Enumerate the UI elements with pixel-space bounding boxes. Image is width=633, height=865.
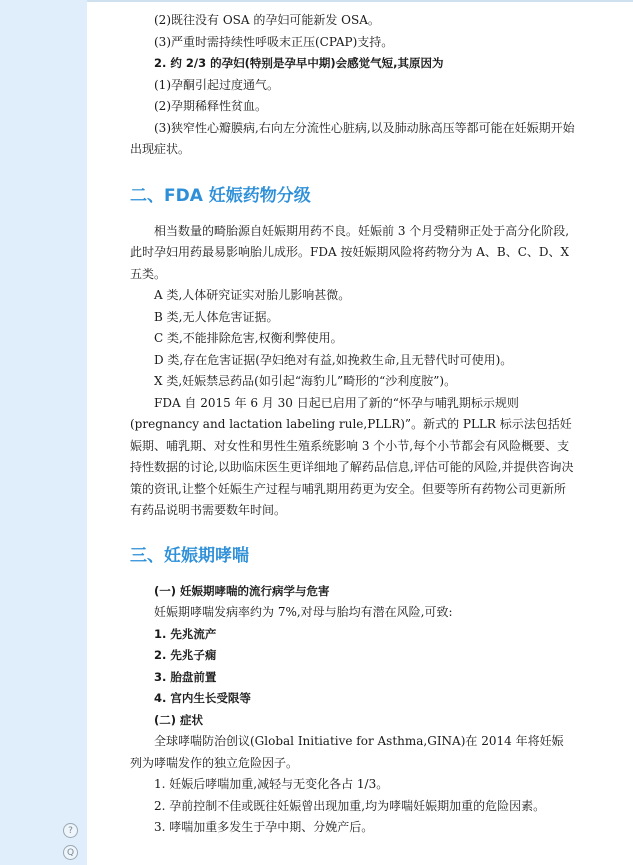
subheading: (二) 症状 xyxy=(154,712,204,727)
list-item: 1. 妊娠后哮喘加重,减轻与无变化各占 1/3。 xyxy=(154,777,389,791)
class-d: D 类,存在危害证据(孕妇绝对有益,如挽救生命,且无替代时可使用)。 xyxy=(154,352,513,367)
list-item: 4. 宫内生长受限等 xyxy=(154,691,251,705)
list-item: 2. 先兆子痫 xyxy=(154,648,217,662)
text-line-bold: 2. 约 2/3 的孕妇(特别是孕早中期)会感觉气短,其原因为 xyxy=(154,56,444,70)
list-item: 2. 孕前控制不佳或既往妊娠曾出现加重,均为哮喘妊娠期加重的危险因素。 xyxy=(154,798,546,813)
text-line: (1)孕酮引起过度通气。 xyxy=(154,77,279,92)
class-b: B 类,无人体危害证据。 xyxy=(154,309,279,324)
text-line: (2)既往没有 OSA 的孕妇可能新发 OSA。 xyxy=(154,13,380,27)
top-divider xyxy=(87,0,633,2)
zoom-icon[interactable] xyxy=(63,845,78,860)
help-icon[interactable] xyxy=(63,823,78,838)
paragraph: 妊娠期哮喘发病率约为 7%,对母与胎均有潜在风险,可致: xyxy=(154,605,453,619)
class-x: X 类,妊娠禁忌药品(如引起“海豹儿”畸形的“沙利度胺”)。 xyxy=(154,374,457,388)
paragraph: 全球哮喘防治创议(Global Initiative for Asthma,GINA)在 2014 年将妊娠列为哮喘发作的独立危险因子。 xyxy=(130,734,564,770)
paragraph: 相当数量的畸胎源自妊娠期用药不良。妊娠前 3 个月受精卵正处于高分化阶段,此时孕妇用药最易影响胎儿成形。FDA 按妊娠期风险将药物分为 A、B、C、D、X 五类。 xyxy=(130,223,570,281)
zoom-glyph: Q xyxy=(66,847,75,858)
list-item: 3. 哮喘加重多发生于孕中期、分娩产后。 xyxy=(154,820,374,834)
section-heading-asthma: 三、妊娠期哮喘 xyxy=(130,545,249,566)
section-heading-fda: 二、FDA 妊娠药物分级 xyxy=(130,185,311,206)
document-content xyxy=(130,10,575,839)
text-line: (3)狭窄性心瓣膜病,右向左分流性心脏病,以及肺动脉高压等都可能在妊娠期开始出现症状。 xyxy=(130,120,575,156)
class-a: A 类,人体研究证实对胎儿影响甚微。 xyxy=(154,288,351,302)
subheading: (一) 妊娠期哮喘的流行病学与危害 xyxy=(154,583,330,598)
list-item: 3. 胎盘前置 xyxy=(154,669,217,684)
left-sidebar xyxy=(0,0,87,865)
list-item: 1. 先兆流产 xyxy=(154,626,217,641)
text-line: (2)孕期稀释性贫血。 xyxy=(154,99,267,113)
paragraph: FDA 自 2015 年 6 月 30 日起已启用了新的“怀孕与哺乳期标示规则(pregnancy and lactation labeling rule,PLLR)”。新式的 PLLR 标示法包括妊娠期、哺乳期、对女性和男性生殖系统影响 3 个小节,每个小节都会有风险概要、支持性数据的讨论,以助临床医生更详细地了解药品信息,评估可能的风险,并提供咨询决策的资讯,让整个妊娠生产过程与哺乳期用药更为安全。但要等所有药物公司更新所有药品说明书需要数年时间。 xyxy=(130,395,574,517)
class-c: C 类,不能排除危害,权衡利弊使用。 xyxy=(154,331,343,345)
text-line: (3)严重时需持续性呼吸末正压(CPAP)支持。 xyxy=(154,34,394,49)
help-glyph: ? xyxy=(68,825,73,836)
